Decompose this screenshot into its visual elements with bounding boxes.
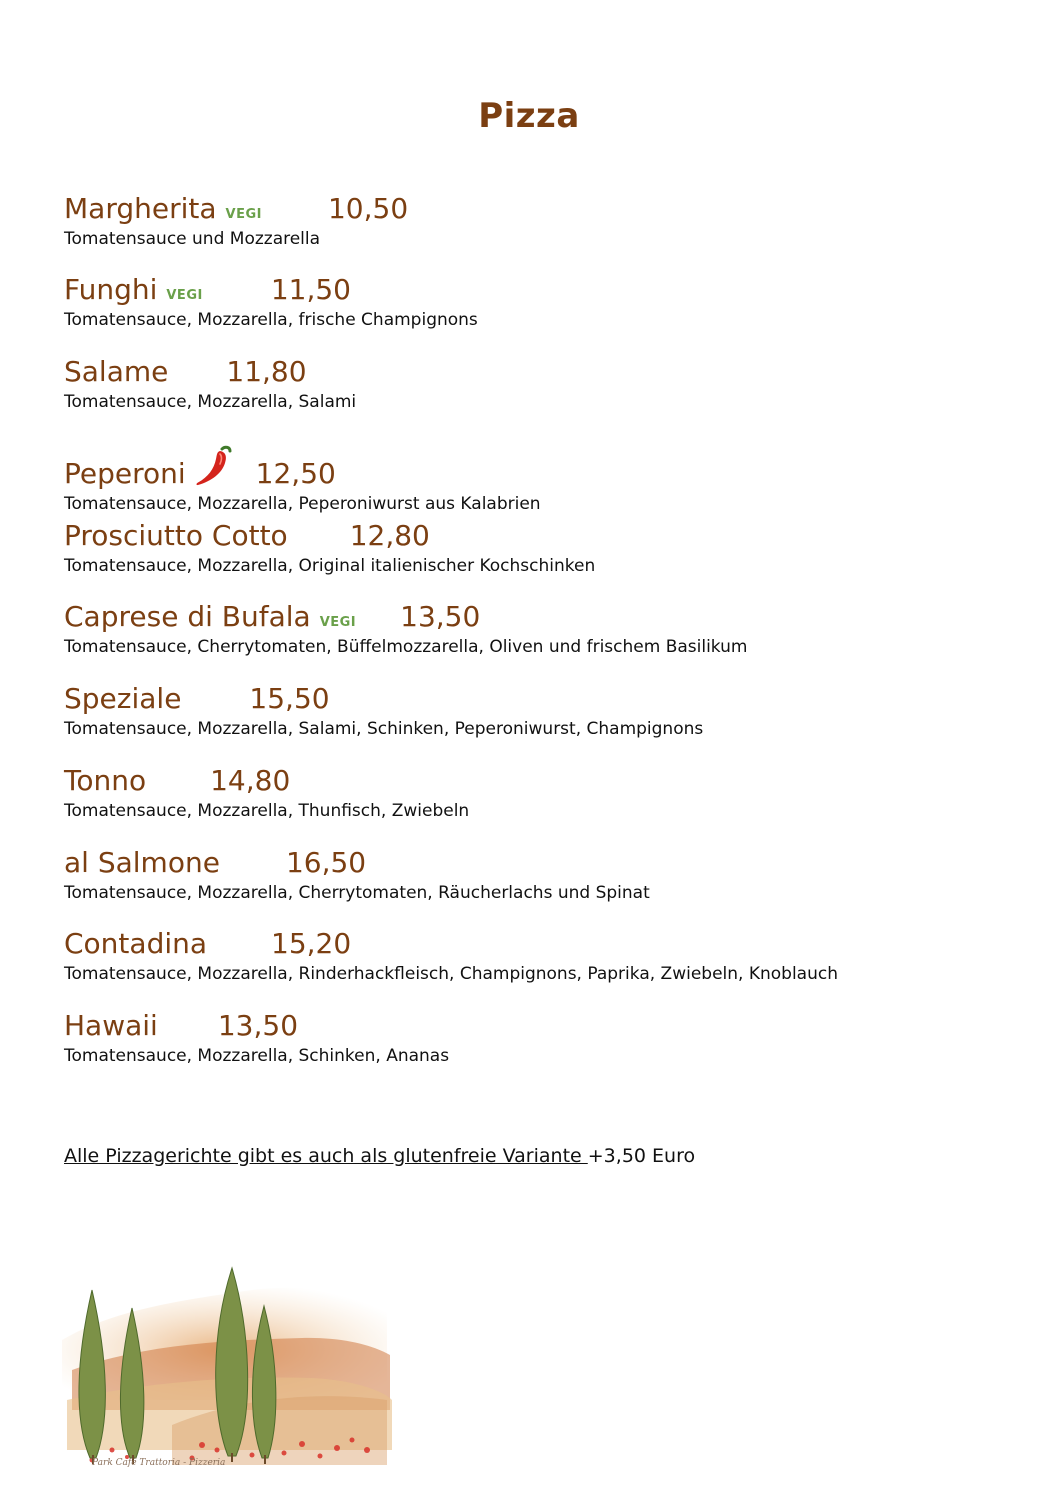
page-title: Pizza bbox=[478, 96, 580, 136]
menu-item-prosciutto-cotto bbox=[64, 519, 595, 576]
menu-item-caprese-di-bufala bbox=[64, 600, 747, 657]
menu-item-salame bbox=[64, 355, 356, 412]
item-description: Tomatensauce, Mozzarella, Cherrytomaten, Räucherlachs und Spinat bbox=[64, 883, 650, 903]
item-price: 14,80 bbox=[210, 764, 291, 797]
item-price: 12,50 bbox=[255, 457, 336, 490]
item-description: Tomatensauce, Mozzarella, Rinderhackfleisch, Champignons, Paprika, Zwiebeln, Knoblauch bbox=[64, 964, 838, 984]
item-price: 13,50 bbox=[217, 1009, 299, 1042]
image-caption: Park Café Trattoria - Pizzeria bbox=[92, 1458, 226, 1468]
item-description: Tomatensauce, Mozzarella, Original italienischer Kochschinken bbox=[64, 556, 596, 576]
item-name: Funghi bbox=[64, 273, 158, 306]
item-price: 12,80 bbox=[349, 519, 430, 552]
menu-item-hawaii bbox=[64, 1009, 449, 1066]
item-description: Tomatensauce, Mozzarella, Schinken, Ananas bbox=[64, 1046, 450, 1066]
item-price: 13,50 bbox=[400, 600, 481, 633]
menu-item-al-salmone bbox=[64, 846, 650, 903]
menu-item-tonno bbox=[64, 764, 469, 821]
vegi-badge: VEGI bbox=[166, 288, 203, 303]
item-name: Hawaii bbox=[64, 1009, 158, 1042]
item-description: Tomatensauce, Mozzarella, Salami bbox=[64, 392, 357, 412]
item-name: Peperoni bbox=[64, 457, 186, 490]
tuscan-landscape-illustration bbox=[52, 1250, 392, 1472]
item-name: al Salmone bbox=[64, 846, 220, 879]
gluten-free-note bbox=[64, 1145, 695, 1167]
item-name: Speziale bbox=[64, 682, 182, 715]
item-name: Tonno bbox=[64, 764, 147, 797]
item-price: 16,50 bbox=[285, 846, 367, 879]
menu-item-contadina bbox=[64, 927, 838, 984]
chili-pepper-icon bbox=[192, 443, 238, 489]
item-price: 15,50 bbox=[249, 682, 330, 715]
gluten-free-note-price: +3,50 Euro bbox=[587, 1145, 696, 1167]
item-description: Tomatensauce und Mozzarella bbox=[64, 229, 321, 249]
item-name: Contadina bbox=[64, 927, 208, 960]
item-name: Prosciutto Cotto bbox=[64, 519, 288, 552]
item-name: Margherita bbox=[64, 192, 217, 225]
item-price: 15,20 bbox=[271, 927, 352, 960]
item-description: Tomatensauce, Mozzarella, Peperoniwurst aus Kalabrien bbox=[64, 494, 541, 514]
item-description: Tomatensauce, Mozzarella, Thunfisch, Zwiebeln bbox=[64, 801, 470, 821]
item-price: 10,50 bbox=[327, 192, 409, 225]
item-name: Caprese di Bufala bbox=[64, 600, 311, 633]
item-price: 11,50 bbox=[270, 273, 351, 306]
item-name: Salame bbox=[64, 355, 169, 388]
vegi-badge: VEGI bbox=[319, 615, 357, 630]
menu-item-margherita bbox=[64, 192, 408, 249]
item-price: 11,80 bbox=[226, 355, 307, 388]
vegi-badge: VEGI bbox=[225, 207, 262, 222]
item-description: Tomatensauce, Mozzarella, frische Champignons bbox=[64, 310, 478, 330]
menu-item-peperoni bbox=[64, 437, 541, 514]
item-description: Tomatensauce, Cherrytomaten, Büffelmozzarella, Oliven und frischem Basilikum bbox=[64, 637, 748, 657]
menu-item-funghi bbox=[64, 273, 478, 330]
menu-item-speziale bbox=[64, 682, 703, 739]
gluten-free-note-text: Alle Pizzagerichte gibt es auch als glutenfreie Variante bbox=[64, 1145, 588, 1167]
item-description: Tomatensauce, Mozzarella, Salami, Schinken, Peperoniwurst, Champignons bbox=[64, 719, 704, 739]
